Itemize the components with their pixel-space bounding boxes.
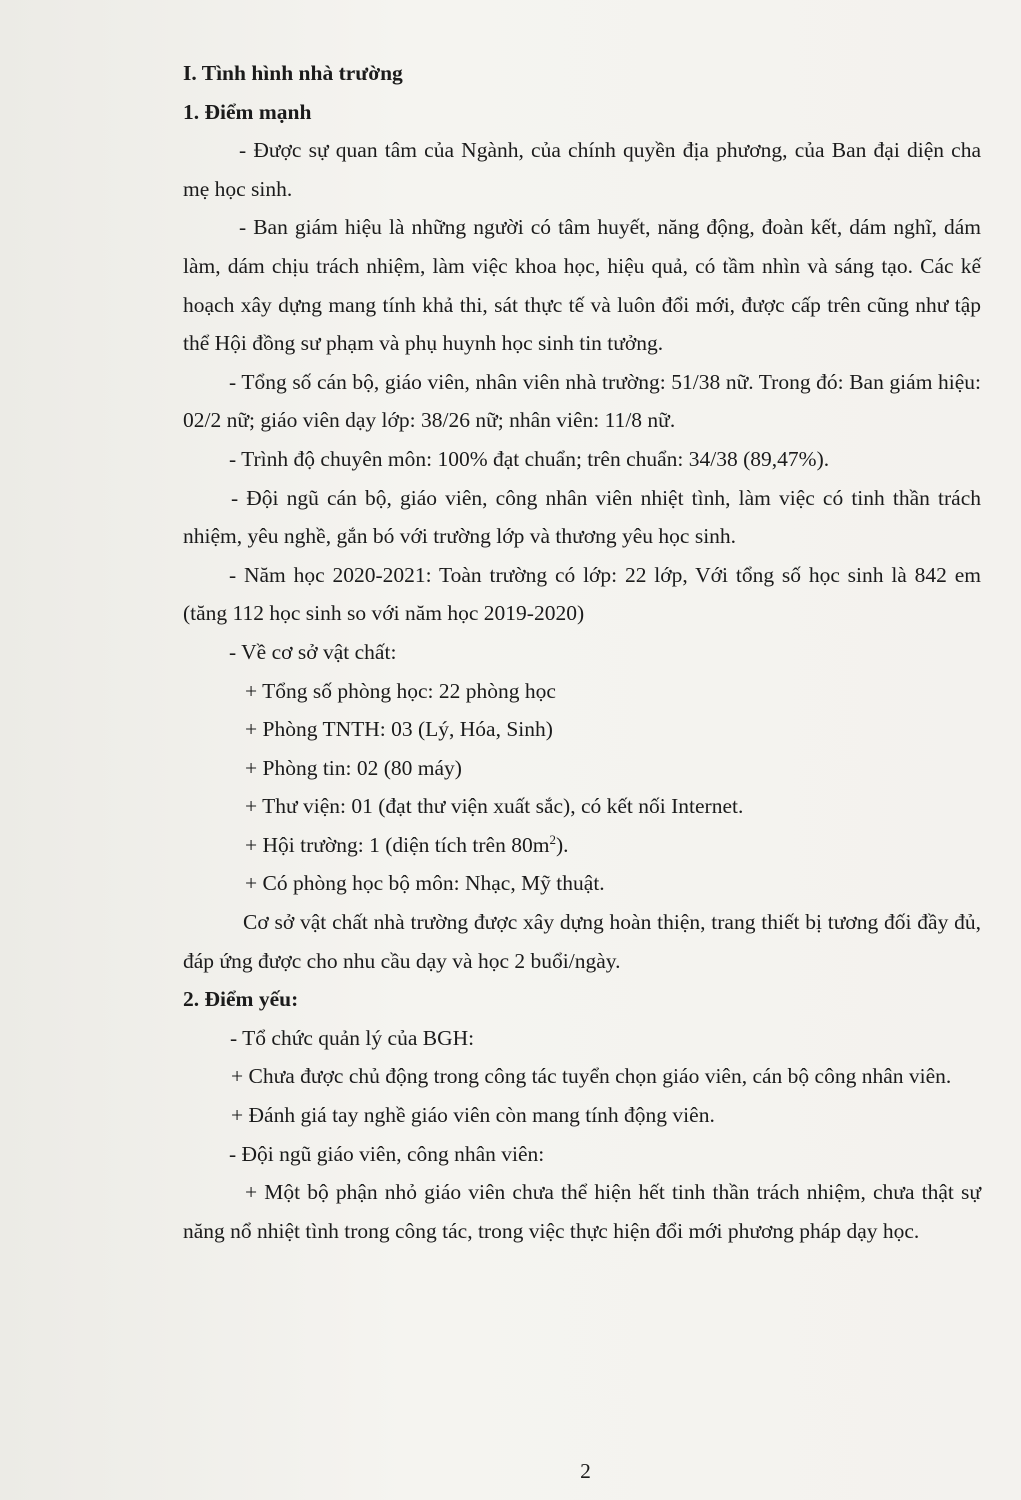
- strength-paragraph-4: - Trình độ chuyên môn: 100% đạt chuẩn; trên chuẩn: 34/38 (89,47%).: [229, 446, 830, 471]
- strength-paragraph-2: - Ban giám hiệu là những người có tâm huyết, năng động, đoàn kết, dám nghĩ, dám làm, dám chịu trách nhiệm, làm việc khoa học, hiệu quả, có tầm nhìn và sáng tạo. Các kế hoạch xây dựng mang tính khả thi, sát thực tế và luôn đổi mới, được cấp trên cũng như tập thể Hội đồng sư phạm và phụ huynh học sinh tin tưởng.: [183, 215, 981, 356]
- weakness-paragraph-5: + Một bộ phận nhỏ giáo viên chưa thể hiện hết tinh thần trách nhiệm, chưa thật sự năng nổ nhiệt tình trong công tác, trong việc thực hiện đổi mới phương pháp dạy học.: [183, 1180, 981, 1243]
- facility-item-5: [183, 826, 981, 865]
- weakness-paragraph-1: - Tổ chức quản lý của BGH:: [230, 1025, 475, 1050]
- strength-paragraph-5: - Đội ngũ cán bộ, giáo viên, công nhân viên nhiệt tình, làm việc có tinh thần trách nhiệm, yêu nghề, gắn bó với trường lớp và thương yêu học sinh.: [183, 485, 981, 549]
- weakness-paragraph-2: + Chưa được chủ động trong công tác tuyển chọn giáo viên, cán bộ công nhân viên.: [231, 1064, 952, 1089]
- weakness-paragraph-3: + Đánh giá tay nghề giáo viên còn mang tính động viên.: [231, 1103, 715, 1128]
- facility-item-2: + Phòng TNTH: 03 (Lý, Hóa, Sinh): [245, 717, 553, 742]
- weaknesses-heading: 2. Điểm yếu:: [183, 987, 299, 1012]
- strengths-heading: 1. Điểm mạnh: [183, 99, 312, 124]
- facility-item-3: + Phòng tin: 02 (80 máy): [245, 755, 462, 780]
- strength-paragraph-6: - Năm học 2020-2021: Toàn trường có lớp: 22 lớp, Với tổng số học sinh là 842 em (tăng 112 học sinh so với năm học 2019-2020): [183, 562, 981, 626]
- page-number: 2: [580, 1459, 591, 1483]
- facilities-summary: Cơ sở vật chất nhà trường được xây dựng hoàn thiện, trang thiết bị tương đối đầy đủ, đáp ứng được cho nhu cầu dạy và học 2 buổi/ngày.: [183, 910, 981, 973]
- facility-item-6: + Có phòng học bộ môn: Nhạc, Mỹ thuật.: [245, 871, 605, 896]
- facility-item-4: + Thư viện: 01 (đạt thư viện xuất sắc), có kết nối Internet.: [245, 794, 744, 819]
- facility-item-5-end: ).: [555, 832, 569, 857]
- strength-paragraph-3: [183, 363, 981, 440]
- superscript: 2: [549, 831, 556, 847]
- staff-count-text: - Tổng số cán bộ, giáo viên, nhân viên nhà trường: 51/38 nữ. Trong đó: Ban giám hiệu: 02/2 nữ; giáo viên dạy lớp: 38/26 nữ; nhân viên: 11/8 nữ.: [183, 369, 981, 433]
- facility-item-5-text: + Hội trường: 1 (diện tích trên 80m: [245, 832, 550, 857]
- weakness-paragraph-4: - Đội ngũ giáo viên, công nhân viên:: [229, 1141, 545, 1166]
- facility-item-1: + Tổng số phòng học: 22 phòng học: [245, 678, 556, 703]
- section-heading: I. Tình hình nhà trường: [183, 61, 403, 85]
- facilities-intro: - Về cơ sở vật chất:: [229, 639, 397, 664]
- strength-paragraph-1: - Được sự quan tâm của Ngành, của chính quyền địa phương, của Ban đại diện cha mẹ học sinh.: [183, 138, 981, 201]
